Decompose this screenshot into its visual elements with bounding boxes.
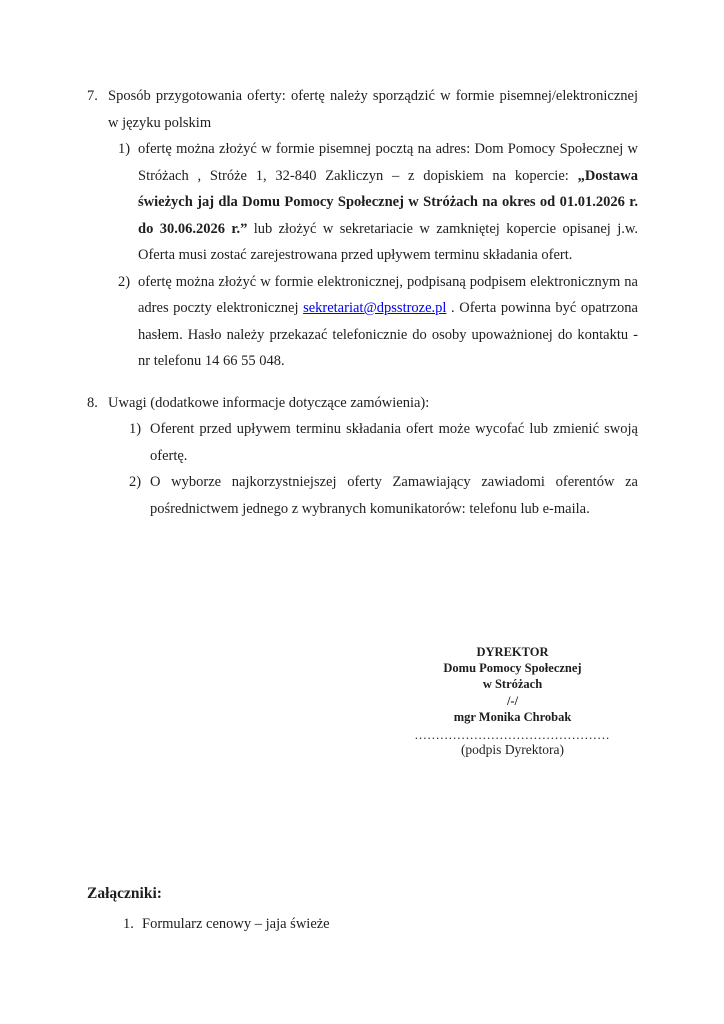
document-body [87, 83, 638, 522]
envelope-title-bold-text: „Dostawa świeżych jaj dla Domu Pomocy Społecznej w Stróżach na okres od 01.01.2026 r. do 30.06.2026 r.” [138, 167, 638, 237]
item-7-text [108, 83, 638, 136]
attachment-1-number: 1. [123, 916, 134, 932]
attachment-item-1 [87, 914, 638, 934]
item-7-2-number: 2) [118, 273, 131, 290]
attachments-section [87, 884, 638, 934]
item-7-2-text [138, 269, 638, 375]
list-item-7 [87, 83, 638, 136]
signature-role: DYREKTOR [476, 645, 549, 659]
item-8-2-text [150, 469, 638, 522]
signature-caption: (podpis Dyrektora) [460, 742, 565, 758]
text-run: O wyborze najkorzystniejszej oferty Zamawiający zawiadomi oferentów za pośrednictwem jednego z wybranych komunikatorów: telefonu lub e-maila. [150, 474, 638, 517]
item-8-2-number: 2) [129, 474, 142, 490]
list-item-7-1 [87, 136, 638, 269]
item-8-1-number: 1) [129, 421, 142, 437]
text-run: Oferent przed upływem terminu składania ofert może wycofać lub zmienić swoją ofertę. [150, 421, 638, 464]
signature-name: mgr Monika Chrobak [453, 709, 572, 724]
signature-block [392, 644, 633, 758]
text-run: Sposób przygotowania oferty: ofertę należy sporządzić w formie pisemnej/elektronicznej w języku polskim [108, 88, 638, 131]
list-item-8-1 [87, 416, 638, 469]
signature-org-line1: Domu Pomocy Społecznej [443, 661, 582, 676]
email-link[interactable]: sekretariat@dpsstroze.pl [303, 300, 447, 316]
list-item-7-2 [87, 269, 638, 375]
item-7-1-text [138, 136, 638, 269]
item-8-1-text [150, 416, 638, 469]
section-8 [87, 390, 638, 523]
text-run: Uwagi (dodatkowe informacje dotyczące zamówienia): [108, 394, 430, 411]
signature-org-line2: w Stróżach [482, 677, 543, 692]
signature-dotted-line: .............................................. [414, 727, 611, 743]
text-run: lub złożyć w sekretariacie w zamkniętej kopercie opisanej j.w. Oferta musi zostać zarejestrowana przed upływem terminu składania ofert. [138, 220, 639, 263]
item-8-number: 8. [87, 394, 98, 411]
signature-initials: /-/ [506, 693, 519, 708]
text-run: . Oferta powinna być opatrzona hasłem. Hasło należy przekazać telefonicznie do osoby upoważnionej do kontaktu - nr telefonu 14 66 55 048. [138, 300, 638, 369]
item-7-number: 7. [87, 88, 98, 104]
list-item-8-2 [87, 469, 638, 522]
attachments-heading: Załączniki: [87, 885, 162, 902]
list-item-8 [87, 390, 638, 417]
item-8-text [108, 390, 638, 417]
item-7-1-number: 1) [118, 141, 131, 157]
attachment-1-text: Formularz cenowy – jaja świeże [142, 916, 330, 932]
text-run: ofertę można złożyć w formie pisemnej pocztą na adres: Dom Pomocy Społecznej w Stróżach , Stróże 1, 32-840 Zakliczyn – z dopiskiem na kopercie: [138, 141, 638, 184]
text-run: ofertę można złożyć w formie elektronicznej, podpisaną podpisem elektronicznym na adres poczty elektronicznej [138, 273, 638, 316]
